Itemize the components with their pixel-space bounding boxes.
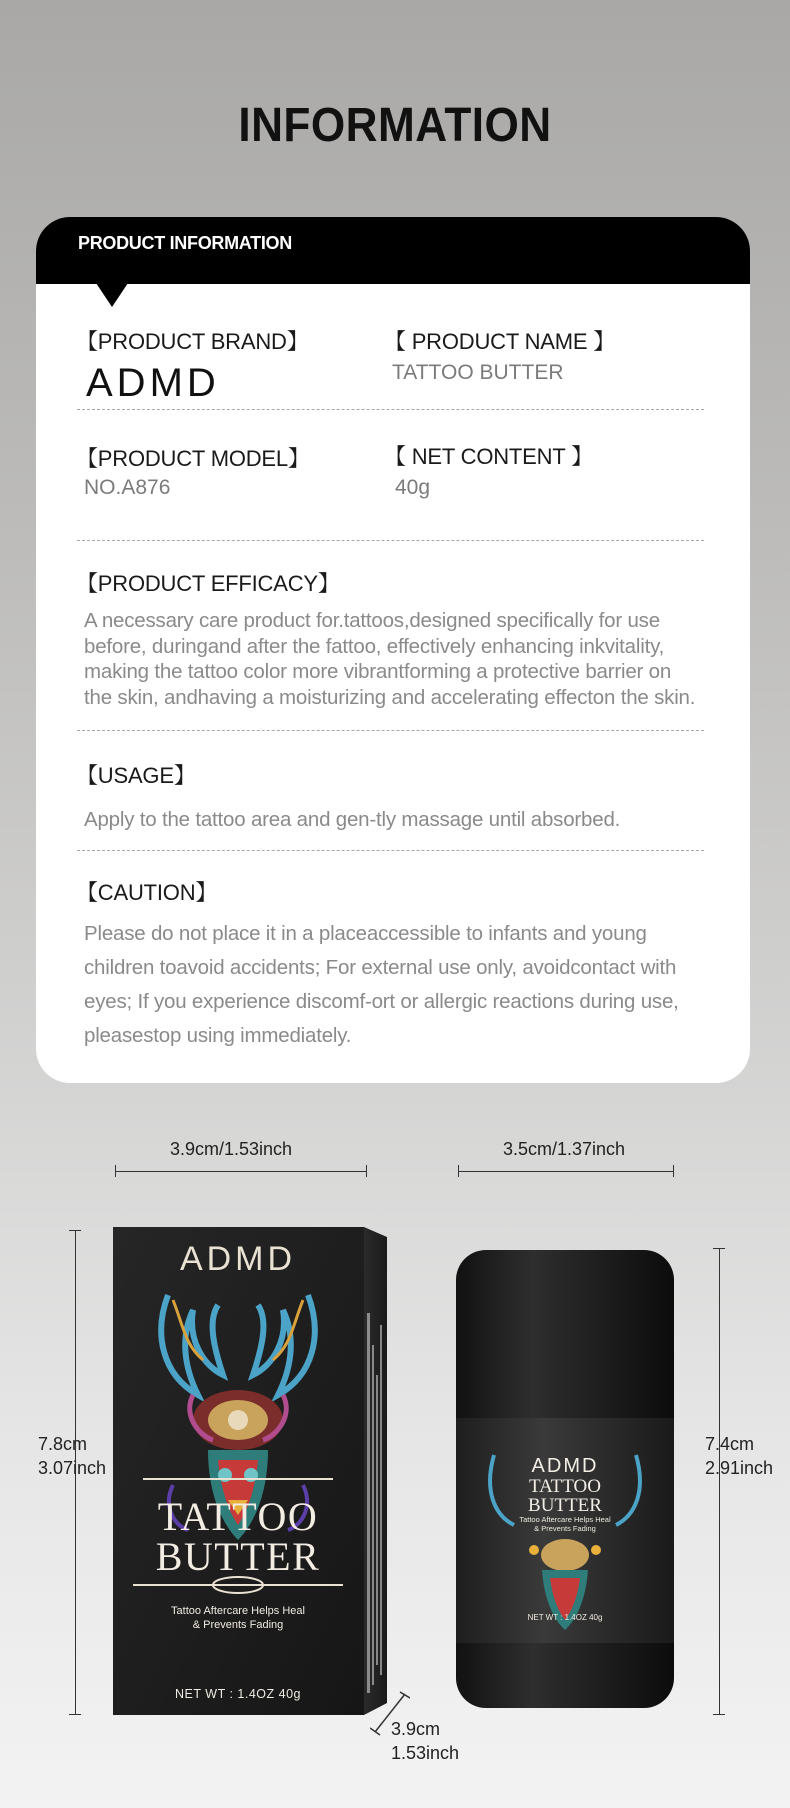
box-title-line1: TATTOO	[157, 1494, 319, 1539]
brand-logo-text: ADMD	[86, 362, 220, 400]
stick-width-line	[458, 1171, 674, 1172]
tick	[713, 1248, 725, 1249]
caution-line: eyes; If you experience discomf-ort or allergic reactions during use,	[84, 990, 679, 1013]
box-brand: ADMD	[179, 1240, 297, 1278]
usage-text: Apply to the tattoo area and gen-tly massage until absorbed.	[84, 808, 621, 831]
box-width-line	[115, 1171, 367, 1172]
net-content-label: 【 NET CONTENT 】	[384, 444, 593, 469]
caution-label: 【CAUTION】	[76, 880, 218, 905]
box-height-cm: 7.8cm	[38, 1434, 88, 1454]
box-tagline-line2: & Prevents Fading	[192, 1619, 284, 1631]
caution-line: children toavoid accidents; For external use only, avoidcontact with	[84, 956, 677, 979]
caution-line: Please do not place it in a placeaccessible to infants and young	[84, 922, 647, 945]
stick-tagline-line2: & Prevents Fading	[534, 1524, 596, 1533]
efficacy-line: the skin, andhaving a moisturizing and accelerating effecton the skin.	[84, 685, 696, 709]
net-content-value: 40g	[395, 476, 431, 499]
brand-logo	[86, 362, 236, 400]
stick-height-line	[719, 1248, 720, 1715]
tick	[115, 1165, 116, 1177]
stick-title-line1: TATTOO	[528, 1476, 602, 1497]
product-model-value: NO.A876	[84, 476, 171, 499]
product-name-value: TATTOO BUTTER	[392, 361, 564, 384]
page-title: INFORMATION	[238, 99, 552, 152]
caution-line: pleasestop using immediately.	[84, 1024, 352, 1047]
stick-tagline-line1: Tattoo Aftercare Helps Heal	[519, 1515, 611, 1524]
stick-height-cm: 7.4cm	[705, 1434, 755, 1454]
stick-height-in: 2.91inch	[705, 1458, 774, 1478]
tick	[69, 1714, 81, 1715]
card-header	[36, 217, 750, 284]
product-name-label: 【 PRODUCT NAME 】	[384, 329, 616, 354]
caution-text	[84, 917, 724, 1053]
header-pointer	[96, 283, 128, 307]
box-title-line2: BUTTER	[155, 1534, 321, 1579]
efficacy-line: making the tattoo color more vibrantforming a protective barrier on	[84, 660, 672, 683]
box-depth-in: 1.53inch	[391, 1743, 460, 1763]
tick	[366, 1165, 367, 1177]
product-box-image	[113, 1225, 393, 1719]
divider	[77, 850, 704, 851]
tick	[69, 1230, 81, 1231]
divider	[77, 409, 704, 410]
stick-net-weight: NET WT : 1.4OZ 40g	[527, 1613, 603, 1622]
card-header-label: PRODUCT INFORMATION	[78, 233, 292, 253]
box-tagline-line1: Tattoo Aftercare Helps Heal	[171, 1605, 305, 1617]
efficacy-label: 【PRODUCT EFFICACY】	[76, 571, 340, 596]
tick	[673, 1165, 674, 1177]
product-stick-image	[454, 1250, 676, 1710]
box-depth-cm: 3.9cm	[391, 1719, 441, 1739]
box-width-label: 3.9cm/1.53inch	[170, 1139, 293, 1159]
stick-brand: ADMD	[531, 1455, 599, 1477]
box-net-weight: NET WT : 1.4OZ 40g	[175, 1687, 301, 1701]
stick-width-label: 3.5cm/1.37inch	[503, 1139, 626, 1159]
usage-label: 【USAGE】	[76, 763, 196, 788]
tick	[713, 1714, 725, 1715]
tick	[458, 1165, 459, 1177]
efficacy-line: before, duringand after the fattoo, effectively enhancing inkvitality,	[84, 634, 665, 658]
efficacy-line: A necessary care product for.tattoos,designed specifically for use	[84, 609, 660, 632]
product-model-label: 【PRODUCT MODEL】	[76, 446, 310, 471]
stick-title-line2: BUTTER	[528, 1495, 602, 1516]
efficacy-text	[84, 608, 724, 710]
divider	[77, 730, 704, 731]
box-height-in: 3.07inch	[38, 1458, 107, 1478]
divider	[77, 540, 704, 541]
brand-label: 【PRODUCT BRAND】	[76, 329, 309, 354]
product-info-card	[36, 217, 750, 1083]
